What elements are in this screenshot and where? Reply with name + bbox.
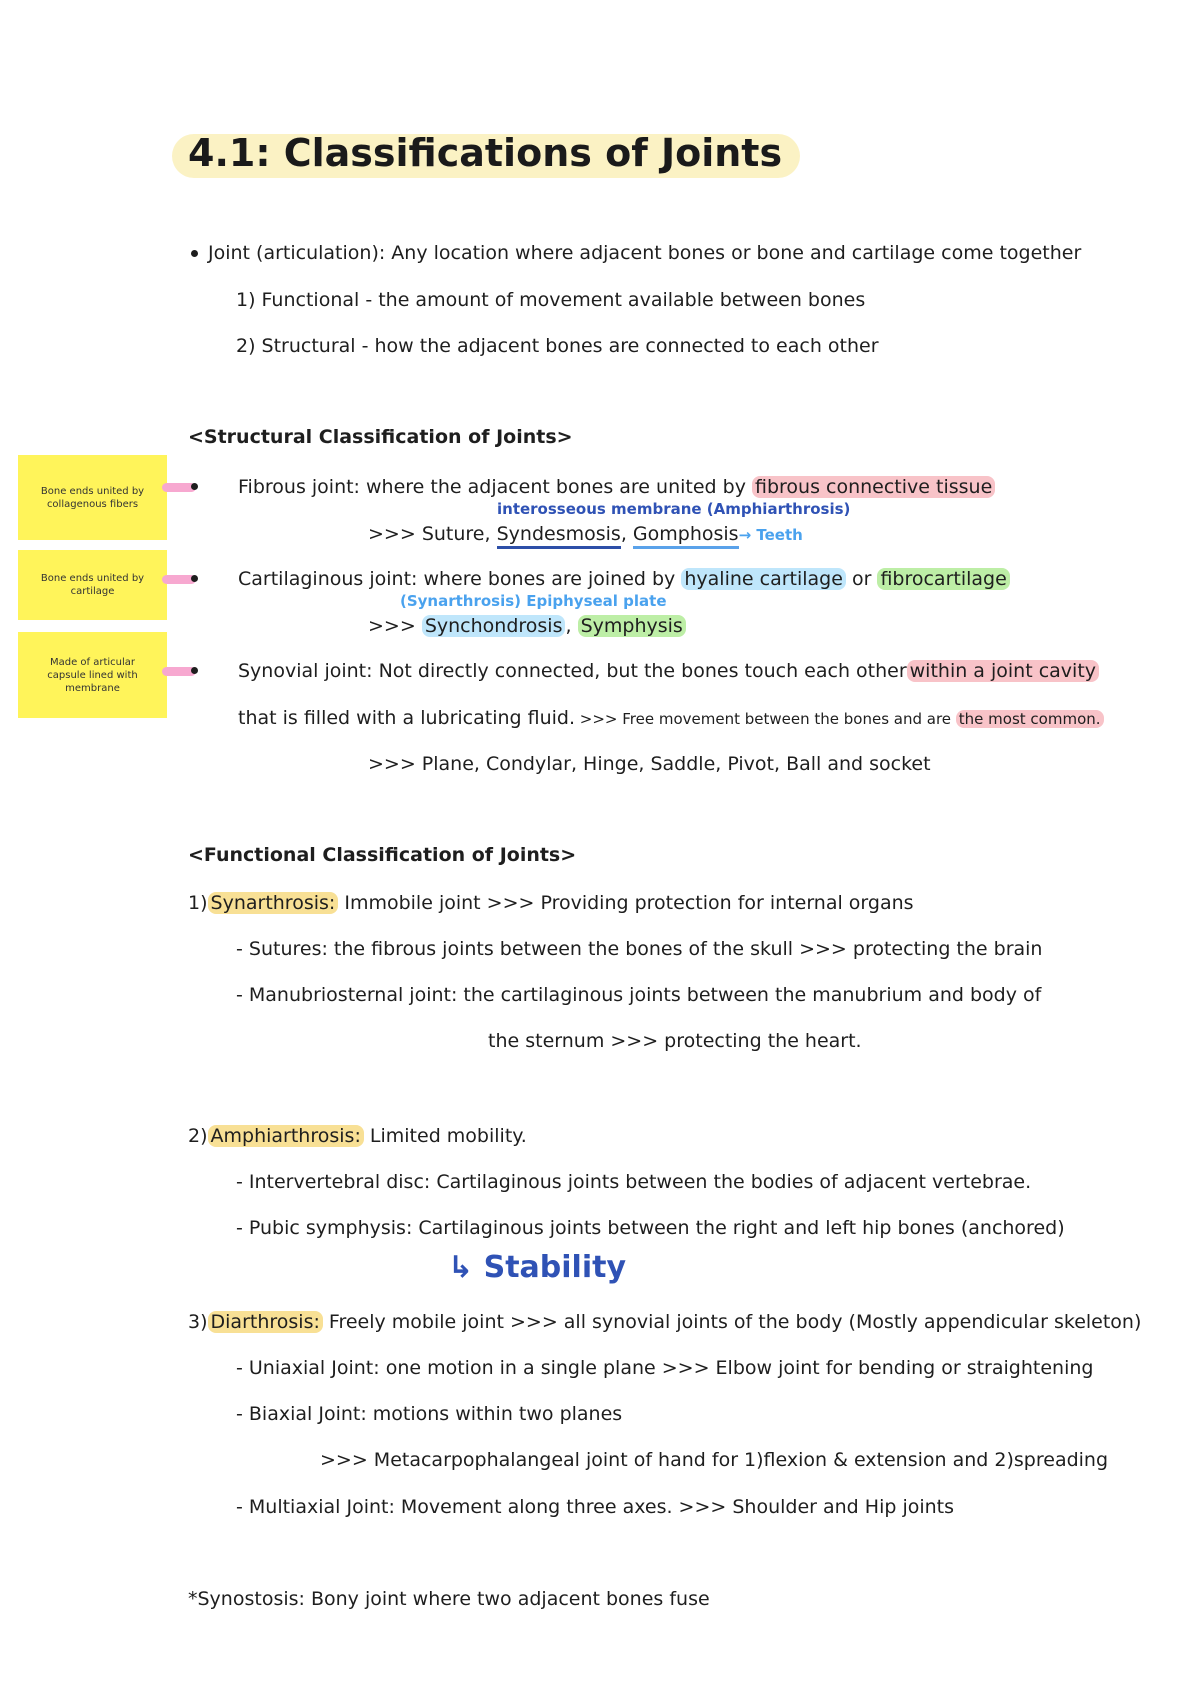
joint-cavity-highlight: within a joint cavity <box>907 660 1099 682</box>
bullet-dot <box>191 575 198 582</box>
synovial-line2 <box>238 705 1104 732</box>
diarthrosis-label: Diarthrosis: <box>208 1311 323 1333</box>
item-number: 2) <box>188 1125 208 1147</box>
example-synchondrosis: Synchondrosis <box>422 615 566 637</box>
examples-prefix: >>> <box>368 523 422 545</box>
intervertebral-line: - Intervertebral disc: Cartilaginous joints between the bodies of adjacent vertebrae. <box>236 1171 1032 1193</box>
handwritten-note-interosseous: interosseous membrane (Amphiarthrosis) <box>497 500 851 518</box>
sutures-line: - Sutures: the fibrous joints between the bones of the skull >>> protecting the brain <box>236 938 1043 960</box>
functional-item: 1) Functional - the amount of movement available between bones <box>236 289 866 311</box>
example-gomphosis: Gomphosis <box>633 523 739 549</box>
pubic-symphysis-line: - Pubic symphysis: Cartilaginous joints between the right and left hip bones (anchored) <box>236 1217 1065 1239</box>
synovial-examples: >>> Plane, Condylar, Hinge, Saddle, Pivot, Ball and socket <box>368 753 931 775</box>
item-number: 3) <box>188 1311 208 1333</box>
functional-heading: <Functional Classification of Joints> <box>188 844 577 866</box>
bullet-dot <box>191 667 198 674</box>
bullet-dot <box>191 250 198 257</box>
example-syndesmosis: Syndesmosis <box>497 523 621 549</box>
example-symphysis: Symphysis <box>578 615 686 637</box>
handwritten-note-stability: ↳ Stability <box>448 1250 626 1285</box>
cartilaginous-text: Cartilaginous joint: where bones are joined by <box>238 568 682 590</box>
biaxial-line: - Biaxial Joint: motions within two planes <box>236 1403 623 1425</box>
handwritten-note-synarthrosis: (Synarthrosis) Epiphyseal plate <box>400 592 667 610</box>
fibrous-joint-line <box>238 474 995 500</box>
example-suture: Suture <box>421 523 485 545</box>
structural-heading: <Structural Classification of Joints> <box>188 426 573 448</box>
biaxial-line2: >>> Metacarpophalangeal joint of hand for 1)flexion & extension and 2)spreading <box>320 1449 1109 1471</box>
cartilaginous-joint-line <box>238 566 1010 592</box>
handwritten-note-teeth: → Teeth <box>738 526 803 544</box>
synovial-joint-line <box>238 658 1099 684</box>
cartilaginous-examples: >>> Synchondrosis , Symphysis <box>368 613 686 639</box>
multiaxial-line: - Multiaxial Joint: Movement along three axes. >>> Shoulder and Hip joints <box>236 1496 955 1518</box>
joint-definition: Joint (articulation): Any location where adjacent bones or bone and cartilage come together <box>208 242 1082 264</box>
most-common-highlight: the most common. <box>956 710 1104 728</box>
amphiarthrosis-text: Limited mobility. <box>363 1125 527 1147</box>
item-number: 1) <box>188 892 208 914</box>
examples-prefix: >>> <box>368 615 422 637</box>
sticky-note-synovial: Made of articular capsule lined with membrane <box>18 632 167 718</box>
fibrous-text: Fibrous joint: where the adjacent bones are united by <box>238 476 752 498</box>
uniaxial-line: - Uniaxial Joint: one motion in a single plane >>> Elbow joint for bending or straightening <box>236 1357 1094 1379</box>
manubriosternal-line: - Manubriosternal joint: the cartilaginous joints between the manubrium and body of <box>236 984 1042 1006</box>
synarthrosis-text: Immobile joint >>> Providing protection for internal organs <box>338 892 914 914</box>
synovial-free-movement: >>> Free movement between the bones and are <box>575 710 956 728</box>
amphiarthrosis-label: Amphiarthrosis: <box>208 1125 364 1147</box>
diarthrosis-line <box>188 1309 1141 1335</box>
sticky-note-fibrous: Bone ends united by collagenous fibers <box>18 455 167 540</box>
synarthrosis-label: Synarthrosis: <box>208 892 339 914</box>
amphiarthrosis-line <box>188 1123 527 1149</box>
synovial-fluid-text: that is filled with a lubricating fluid. <box>238 707 576 729</box>
page-title: 4.1: Classifications of Joints <box>188 131 783 175</box>
diarthrosis-text: Freely mobile joint >>> all synovial joints of the body (Mostly appendicular skeleton) <box>322 1311 1142 1333</box>
manubriosternal-line2: the sternum >>> protecting the heart. <box>488 1030 862 1052</box>
structural-item: 2) Structural - how the adjacent bones are connected to each other <box>236 335 879 357</box>
synovial-text: Synovial joint: Not directly connected, but the bones touch each other <box>238 660 907 682</box>
fibrocartilage-highlight: fibrocartilage <box>877 568 1009 590</box>
fibrous-highlight: fibrous connective tissue <box>752 476 995 498</box>
hyaline-highlight: hyaline cartilage <box>681 568 846 590</box>
fibrous-examples: >>> Suture, Syndesmosis, Gomphosis→ Teeth <box>368 521 803 548</box>
sticky-note-cartilaginous: Bone ends united by cartilage <box>18 550 167 620</box>
synarthrosis-line <box>188 890 914 916</box>
bullet-dot <box>191 483 198 490</box>
or-text: or <box>845 568 878 590</box>
synostosis-footnote: *Synostosis: Bony joint where two adjacent bones fuse <box>188 1588 710 1610</box>
